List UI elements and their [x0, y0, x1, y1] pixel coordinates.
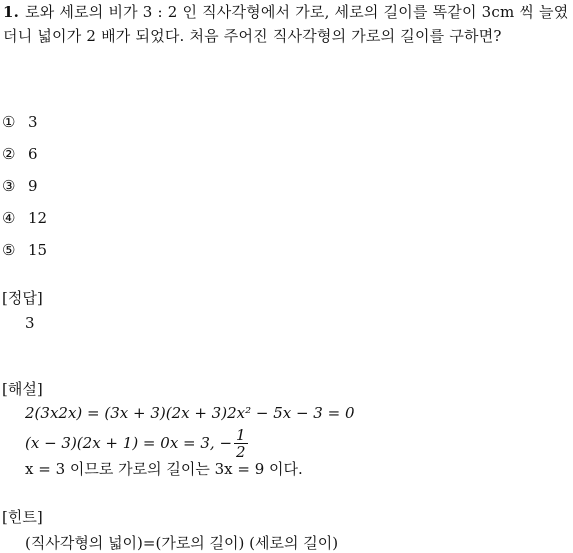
choice-mark: ③: [2, 177, 16, 195]
choice-mark: ④: [2, 209, 16, 227]
explanation-line-2-text: (x − 3)(2x + 1) = 0x = 3, −: [25, 434, 233, 452]
choice-value: 15: [28, 241, 48, 259]
explanation-line-1: 2(3x2x) = (3x + 3)(2x + 3)2x² − 5x − 3 = 0: [25, 404, 355, 422]
choice-mark: ⑤: [2, 241, 16, 259]
fraction-numerator: 1: [236, 426, 246, 444]
fraction: [234, 428, 248, 460]
answer-label: [정답]: [2, 289, 43, 307]
hint-label: [힌트]: [2, 508, 43, 526]
explanation-line-3: x = 3 이므로 가로의 길이는 3x = 9 이다.: [25, 460, 303, 478]
choice-value: 12: [28, 209, 48, 227]
choice-3[interactable]: [2, 177, 38, 195]
hint-text: (직사각형의 넓이)=(가로의 길이) (세로의 길이): [25, 534, 339, 552]
answer-value: 3: [25, 314, 35, 332]
choice-value: 9: [28, 177, 38, 195]
question-text: [3, 0, 571, 48]
choice-4[interactable]: [2, 209, 47, 227]
explanation-line-2: [25, 428, 250, 460]
fraction-denominator: 2: [236, 443, 246, 461]
choice-value: 6: [28, 145, 38, 163]
question-body: 로와 세로의 비가 3 : 2 인 직사각형에서 가로, 세로의 길이를 똑같이 3cm 씩 늘였더니 넓이가 2 배가 되었다. 처음 주어진 직사각형의 가로의 길이를 구하면?: [3, 3, 569, 45]
choice-mark: ②: [2, 145, 16, 163]
choice-5[interactable]: [2, 241, 47, 259]
explanation-label: [해설]: [2, 380, 43, 398]
choice-2[interactable]: [2, 145, 38, 163]
choice-mark: ①: [2, 113, 16, 131]
choice-1[interactable]: [2, 113, 38, 131]
choice-value: 3: [28, 113, 38, 131]
question-number: 1.: [3, 3, 20, 21]
